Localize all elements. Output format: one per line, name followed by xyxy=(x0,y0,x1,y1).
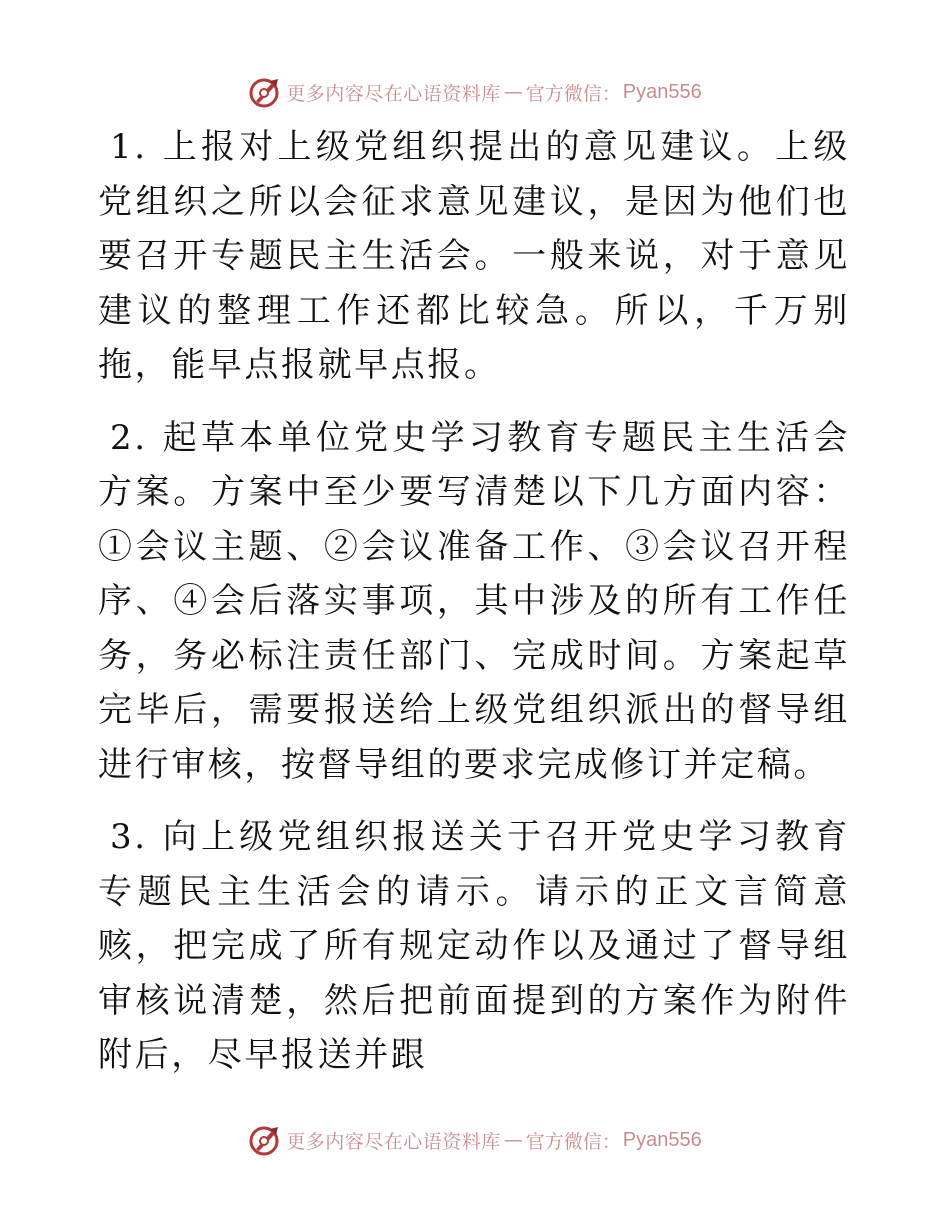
quill-logo-icon xyxy=(248,1123,282,1157)
watermark-label: 官方微信： xyxy=(525,82,621,105)
document-body xyxy=(98,120,850,1101)
footer-watermark xyxy=(0,1120,950,1160)
watermark-wechat-id: Pyan556 xyxy=(622,1128,702,1151)
quill-logo-icon xyxy=(248,75,282,109)
watermark-dash: — xyxy=(503,1129,523,1151)
watermark-brand-text: 更多内容尽在心语资料库 xyxy=(286,82,501,105)
watermark-label: 官方微信： xyxy=(525,1130,621,1153)
paragraph-1 xyxy=(98,120,850,393)
paragraph-2-text: 2. 起草本单位党史学习教育专题民主生活会方案。方案中至少要写清楚以下几方面内容：①会议主题、②会议准备工作、③会议召开程序、④会后落实事项，其中涉及的所有工作任务，务必标注责任部门、完成时间。方案起草完毕后，需要报送给上级党组织派出的督导组进行审核，按督导组的要求完成修订并定稿。 xyxy=(98,417,850,785)
paragraph-3-text: 3. 向上级党组织报送关于召开党史学习教育专题民主生活会的请示。请示的正文言简意赅，把完成了所有规定动作以及通过了督导组审核说清楚，然后把前面提到的方案作为附件附后，尽早报送并跟 xyxy=(98,817,850,1075)
paragraph-2 xyxy=(98,411,850,793)
watermark-brand-text: 更多内容尽在心语资料库 xyxy=(286,1130,501,1153)
paragraph-1-text: 1. 上报对上级党组织提出的意见建议。上级党组织之所以会征求意见建议，是因为他们也要召开专题民主生活会。一般来说，对于意见建议的整理工作还都比较急。所以，千万别拖，能早点报就早点报。 xyxy=(98,127,850,385)
header-watermark xyxy=(0,72,950,112)
watermark-wechat-id: Pyan556 xyxy=(622,80,702,103)
paragraph-3 xyxy=(98,810,850,1083)
watermark-dash: — xyxy=(503,81,523,103)
